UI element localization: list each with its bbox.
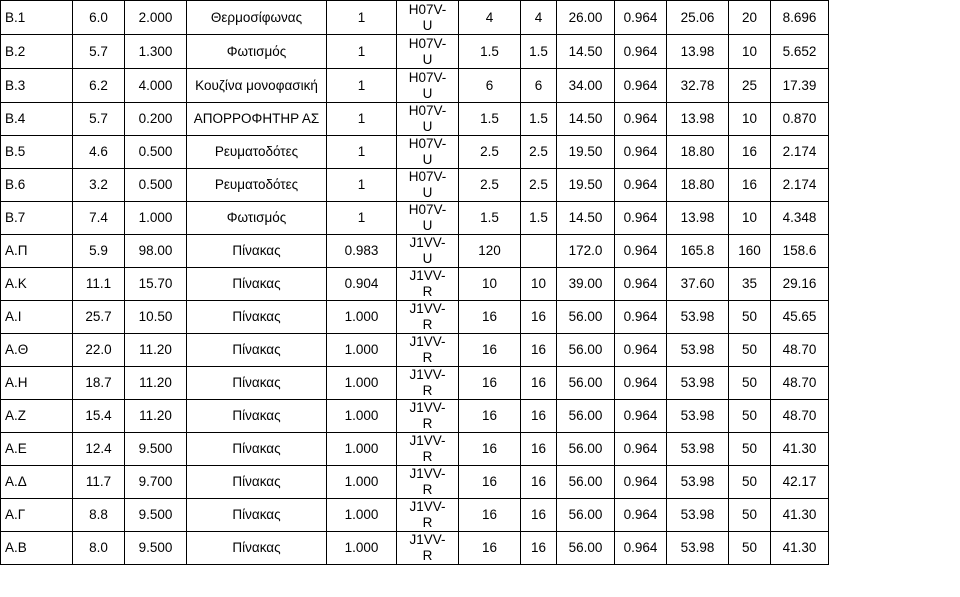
cell-desc: Πίνακας: [187, 433, 327, 466]
cell-length: 6.0: [73, 1, 125, 35]
cell-c4: 0.964: [615, 169, 667, 202]
cell-length: 8.8: [73, 499, 125, 532]
cell-c7: 45.65: [771, 301, 829, 334]
cable-part: U: [422, 119, 433, 134]
cell-c6: 25: [729, 69, 771, 103]
cell-cable: [397, 136, 459, 169]
cell-c6: 50: [729, 367, 771, 400]
cell-cable: [397, 1, 459, 35]
table-row: [1, 35, 960, 69]
cell-desc: Πίνακας: [187, 532, 327, 565]
cell-c1: 16: [459, 301, 521, 334]
cell-qty: 1.000: [327, 400, 397, 433]
cell-c4: 0.964: [615, 235, 667, 268]
table-row: [1, 69, 960, 103]
cable-part: J1VV-: [409, 466, 446, 481]
cell-qty: 1: [327, 1, 397, 35]
cable-part: R: [422, 548, 433, 563]
cell-c7: 158.6: [771, 235, 829, 268]
cell-c5: 13.98: [667, 202, 729, 235]
cell-id: Β.3: [1, 69, 73, 103]
cell-c1: 16: [459, 367, 521, 400]
cell-c2: 2.5: [521, 169, 557, 202]
cell-id: Α.Β: [1, 532, 73, 565]
cell-cable: [397, 466, 459, 499]
cell-c5: 25.06: [667, 1, 729, 35]
cable-part: R: [422, 482, 433, 497]
cable-part: R: [422, 449, 433, 464]
cell-power: 9.500: [125, 532, 187, 565]
cell-id: Α.Η: [1, 367, 73, 400]
cell-c4: 0.964: [615, 69, 667, 103]
cell-power: 10.50: [125, 301, 187, 334]
cell-c3: 56.00: [557, 301, 615, 334]
cell-c3: 56.00: [557, 334, 615, 367]
cell-c6: 50: [729, 433, 771, 466]
cable-part: H07V-: [408, 169, 447, 184]
cell-c3: 56.00: [557, 367, 615, 400]
cell-c6: 50: [729, 532, 771, 565]
cable-part: J1VV-: [409, 499, 446, 514]
cable-part: J1VV-: [409, 235, 446, 250]
table-body: [1, 1, 960, 565]
cell-c2: 2.5: [521, 136, 557, 169]
cell-c2: 16: [521, 532, 557, 565]
cell-c4: 0.964: [615, 136, 667, 169]
cable-part: H07V-: [408, 103, 447, 118]
cell-c3: 56.00: [557, 466, 615, 499]
cell-c1: 1.5: [459, 35, 521, 69]
cable-part: R: [422, 350, 433, 365]
cell-c6: 10: [729, 103, 771, 136]
cell-power: 9.500: [125, 499, 187, 532]
cell-c7: 17.39: [771, 69, 829, 103]
cell-length: 18.7: [73, 367, 125, 400]
cell-qty: 1.000: [327, 466, 397, 499]
table-row: [1, 1, 960, 35]
cell-desc: ΑΠΟΡΡΟΦΗΤΗΡ ΑΣ: [187, 103, 327, 136]
cell-c4: 0.964: [615, 532, 667, 565]
cell-c1: 10: [459, 268, 521, 301]
cell-c7: 4.348: [771, 202, 829, 235]
table-row: [1, 400, 960, 433]
cell-length: 4.6: [73, 136, 125, 169]
cable-part: R: [422, 317, 433, 332]
cable-part: J1VV-: [409, 532, 446, 547]
cell-length: 5.7: [73, 103, 125, 136]
cell-desc: Φωτισμός: [187, 202, 327, 235]
cell-length: 3.2: [73, 169, 125, 202]
cell-id: Α.Θ: [1, 334, 73, 367]
cell-c4: 0.964: [615, 367, 667, 400]
cell-c1: 16: [459, 466, 521, 499]
cell-power: 2.000: [125, 1, 187, 35]
cell-c5: 13.98: [667, 103, 729, 136]
cell-c4: 0.964: [615, 499, 667, 532]
cell-qty: 1.000: [327, 532, 397, 565]
cell-c5: 32.78: [667, 69, 729, 103]
cell-c6: 16: [729, 136, 771, 169]
cell-c2: [521, 235, 557, 268]
cell-c7: 48.70: [771, 400, 829, 433]
cell-cable: [397, 69, 459, 103]
cell-c5: 53.98: [667, 532, 729, 565]
cell-cable: [397, 169, 459, 202]
cell-power: 4.000: [125, 69, 187, 103]
cell-c5: 53.98: [667, 433, 729, 466]
cell-c1: 16: [459, 499, 521, 532]
cable-part: U: [422, 218, 433, 233]
cable-part: U: [422, 185, 433, 200]
cell-c5: 18.80: [667, 136, 729, 169]
cable-part: R: [422, 284, 433, 299]
cell-qty: 1.000: [327, 499, 397, 532]
cable-part: H07V-: [408, 1, 447, 17]
cell-c3: 19.50: [557, 136, 615, 169]
cell-c2: 4: [521, 1, 557, 35]
cell-power: 11.20: [125, 334, 187, 367]
cell-c7: 2.174: [771, 136, 829, 169]
cell-desc: Πίνακας: [187, 367, 327, 400]
cell-c6: 10: [729, 35, 771, 69]
cell-power: 9.500: [125, 433, 187, 466]
cell-c2: 1.5: [521, 35, 557, 69]
cable-part: J1VV-: [409, 400, 446, 415]
cable-part: R: [422, 515, 433, 530]
cell-c4: 0.964: [615, 103, 667, 136]
cell-cable: [397, 367, 459, 400]
table-row: [1, 169, 960, 202]
table-row: [1, 235, 960, 268]
table-row: [1, 136, 960, 169]
cell-qty: 1.000: [327, 433, 397, 466]
cell-c5: 53.98: [667, 301, 729, 334]
cell-c5: 53.98: [667, 466, 729, 499]
cell-desc: Φωτισμός: [187, 35, 327, 69]
cell-id: Α.Ε: [1, 433, 73, 466]
cell-c3: 56.00: [557, 532, 615, 565]
cable-part: H07V-: [408, 202, 447, 217]
cable-part: U: [422, 85, 433, 101]
cell-desc: Πίνακας: [187, 268, 327, 301]
cell-c2: 16: [521, 334, 557, 367]
cell-c2: 16: [521, 433, 557, 466]
cell-desc: Πίνακας: [187, 334, 327, 367]
table-row: [1, 466, 960, 499]
cell-c6: 50: [729, 400, 771, 433]
cell-desc: Ρευματοδότες: [187, 136, 327, 169]
cell-c4: 0.964: [615, 433, 667, 466]
cell-c5: 165.8: [667, 235, 729, 268]
cell-c4: 0.964: [615, 1, 667, 35]
cell-desc: Πίνακας: [187, 466, 327, 499]
cell-length: 11.1: [73, 268, 125, 301]
cable-part: J1VV-: [409, 268, 446, 283]
cell-c3: 56.00: [557, 400, 615, 433]
cell-length: 6.2: [73, 69, 125, 103]
cell-cable: [397, 301, 459, 334]
cell-power: 0.200: [125, 103, 187, 136]
cell-id: Α.Γ: [1, 499, 73, 532]
cell-length: 11.7: [73, 466, 125, 499]
cell-length: 22.0: [73, 334, 125, 367]
cell-c1: 16: [459, 532, 521, 565]
cell-desc: Πίνακας: [187, 499, 327, 532]
cell-c4: 0.964: [615, 202, 667, 235]
cell-c2: 1.5: [521, 103, 557, 136]
cell-c5: 53.98: [667, 367, 729, 400]
cell-c3: 39.00: [557, 268, 615, 301]
cell-id: Β.2: [1, 35, 73, 69]
cell-cable: [397, 532, 459, 565]
cell-length: 5.7: [73, 35, 125, 69]
cell-c1: 16: [459, 400, 521, 433]
cable-part: J1VV-: [409, 433, 446, 448]
cell-c6: 10: [729, 202, 771, 235]
cell-c1: 6: [459, 69, 521, 103]
cell-c4: 0.964: [615, 466, 667, 499]
cell-c7: 48.70: [771, 367, 829, 400]
cell-qty: 1: [327, 136, 397, 169]
cell-c6: 50: [729, 499, 771, 532]
cell-c7: 41.30: [771, 499, 829, 532]
cell-length: 12.4: [73, 433, 125, 466]
cell-c2: 16: [521, 301, 557, 334]
cable-part: U: [422, 51, 433, 67]
table-row: [1, 532, 960, 565]
cable-part: J1VV-: [409, 334, 446, 349]
cell-length: 8.0: [73, 532, 125, 565]
cell-qty: 1.000: [327, 301, 397, 334]
cell-c2: 16: [521, 400, 557, 433]
cell-c1: 16: [459, 334, 521, 367]
cell-qty: 0.983: [327, 235, 397, 268]
cell-length: 7.4: [73, 202, 125, 235]
cell-c7: 41.30: [771, 532, 829, 565]
cell-cable: [397, 400, 459, 433]
table-row: [1, 301, 960, 334]
cell-c1: 2.5: [459, 169, 521, 202]
table-row: [1, 367, 960, 400]
cell-c6: 16: [729, 169, 771, 202]
cell-cable: [397, 235, 459, 268]
cell-length: 5.9: [73, 235, 125, 268]
cable-part: H07V-: [408, 136, 447, 151]
cell-id: Β.4: [1, 103, 73, 136]
cell-id: Α.Ι: [1, 301, 73, 334]
cell-cable: [397, 35, 459, 69]
cell-c5: 37.60: [667, 268, 729, 301]
cell-id: Α.Π: [1, 235, 73, 268]
cell-c7: 0.870: [771, 103, 829, 136]
cell-c6: 20: [729, 1, 771, 35]
cable-part: U: [422, 251, 433, 266]
cell-c2: 10: [521, 268, 557, 301]
cell-c3: 14.50: [557, 35, 615, 69]
cell-c4: 0.964: [615, 334, 667, 367]
table-row: [1, 268, 960, 301]
cell-cable: [397, 334, 459, 367]
cell-c7: 2.174: [771, 169, 829, 202]
cell-c5: 13.98: [667, 35, 729, 69]
cell-c4: 0.964: [615, 301, 667, 334]
cell-power: 1.300: [125, 35, 187, 69]
cell-c1: 4: [459, 1, 521, 35]
cell-c1: 16: [459, 433, 521, 466]
table-row: [1, 433, 960, 466]
cell-c2: 16: [521, 466, 557, 499]
cell-id: Β.5: [1, 136, 73, 169]
cell-c5: 53.98: [667, 400, 729, 433]
cell-c5: 18.80: [667, 169, 729, 202]
table-row: [1, 499, 960, 532]
cell-c3: 14.50: [557, 202, 615, 235]
cable-part: R: [422, 416, 433, 431]
cell-id: Α.Κ: [1, 268, 73, 301]
cell-c6: 160: [729, 235, 771, 268]
cell-desc: Ρευματοδότες: [187, 169, 327, 202]
cell-c2: 1.5: [521, 202, 557, 235]
cell-length: 25.7: [73, 301, 125, 334]
cell-c6: 50: [729, 334, 771, 367]
cell-power: 98.00: [125, 235, 187, 268]
cell-qty: 1.000: [327, 367, 397, 400]
cell-desc: Κουζίνα μονοφασική: [187, 69, 327, 103]
cell-c3: 56.00: [557, 433, 615, 466]
cell-id: Α.Ζ: [1, 400, 73, 433]
cell-cable: [397, 499, 459, 532]
cell-c6: 50: [729, 301, 771, 334]
cell-id: Β.6: [1, 169, 73, 202]
cable-part: R: [422, 383, 433, 398]
cell-cable: [397, 433, 459, 466]
cell-id: Β.1: [1, 1, 73, 35]
cell-qty: 1: [327, 103, 397, 136]
cell-c7: 8.696: [771, 1, 829, 35]
cell-power: 15.70: [125, 268, 187, 301]
cell-desc: Πίνακας: [187, 301, 327, 334]
cell-cable: [397, 202, 459, 235]
cell-c3: 26.00: [557, 1, 615, 35]
cell-id: Β.7: [1, 202, 73, 235]
cell-c4: 0.964: [615, 35, 667, 69]
cell-power: 9.700: [125, 466, 187, 499]
cell-desc: Πίνακας: [187, 400, 327, 433]
cable-part: H07V-: [408, 69, 447, 85]
cell-qty: 1.000: [327, 334, 397, 367]
cell-power: 0.500: [125, 169, 187, 202]
cell-c6: 35: [729, 268, 771, 301]
cell-c7: 5.652: [771, 35, 829, 69]
cell-c7: 29.16: [771, 268, 829, 301]
cell-c1: 2.5: [459, 136, 521, 169]
cell-c6: 50: [729, 466, 771, 499]
cell-c4: 0.964: [615, 400, 667, 433]
cell-length: 15.4: [73, 400, 125, 433]
cell-power: 1.000: [125, 202, 187, 235]
cell-c3: 14.50: [557, 103, 615, 136]
cell-c7: 48.70: [771, 334, 829, 367]
cell-c3: 34.00: [557, 69, 615, 103]
table-row: [1, 334, 960, 367]
cell-c3: 56.00: [557, 499, 615, 532]
cell-c1: 1.5: [459, 202, 521, 235]
cell-qty: 1: [327, 69, 397, 103]
cable-part: H07V-: [408, 35, 447, 51]
cable-part: J1VV-: [409, 301, 446, 316]
cell-c3: 172.0: [557, 235, 615, 268]
cell-c2: 16: [521, 499, 557, 532]
cable-part: U: [422, 152, 433, 167]
cell-power: 0.500: [125, 136, 187, 169]
cell-power: 11.20: [125, 400, 187, 433]
cell-c2: 16: [521, 367, 557, 400]
cell-id: Α.Δ: [1, 466, 73, 499]
cell-qty: 1: [327, 202, 397, 235]
cell-qty: 0.904: [327, 268, 397, 301]
cell-c3: 19.50: [557, 169, 615, 202]
table-row: [1, 103, 960, 136]
cell-cable: [397, 268, 459, 301]
cable-part: J1VV-: [409, 367, 446, 382]
cell-desc: Πίνακας: [187, 235, 327, 268]
table-row: [1, 202, 960, 235]
cell-qty: 1: [327, 35, 397, 69]
cell-c7: 41.30: [771, 433, 829, 466]
cell-power: 11.20: [125, 367, 187, 400]
cell-c4: 0.964: [615, 268, 667, 301]
cell-qty: 1: [327, 169, 397, 202]
cell-desc: Θερμοσίφωνας: [187, 1, 327, 35]
cell-c5: 53.98: [667, 334, 729, 367]
cell-c2: 6: [521, 69, 557, 103]
cell-c7: 42.17: [771, 466, 829, 499]
cell-c1: 1.5: [459, 103, 521, 136]
cell-cable: [397, 103, 459, 136]
cable-part: U: [422, 17, 433, 33]
cell-c1: 120: [459, 235, 521, 268]
cell-c5: 53.98: [667, 499, 729, 532]
